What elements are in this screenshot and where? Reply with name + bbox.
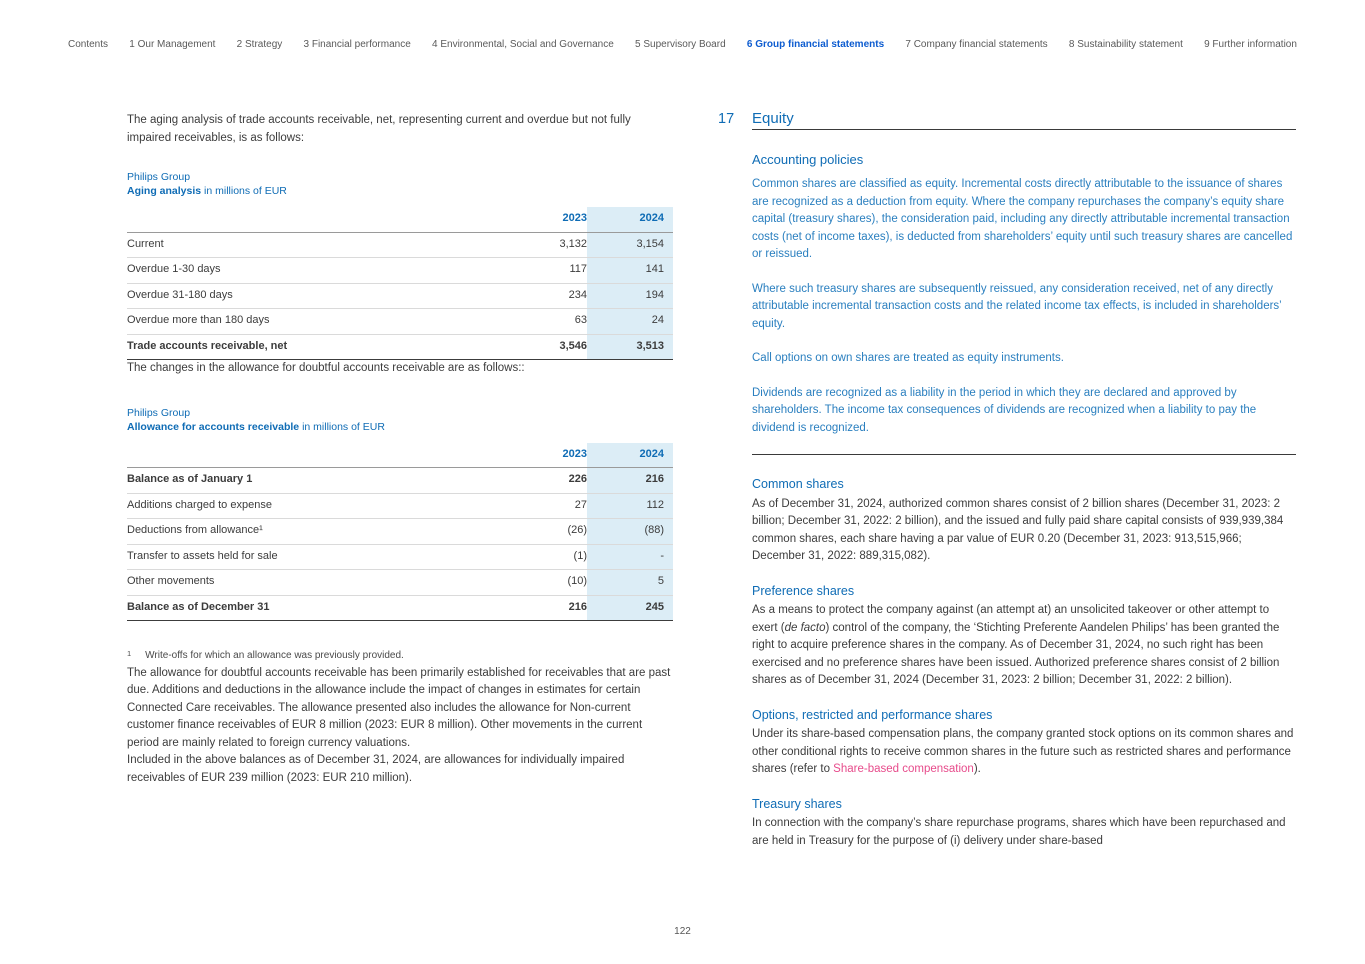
value-2024: (88)	[587, 519, 673, 545]
value-2024: 194	[587, 283, 673, 309]
value-2023: 226	[515, 468, 587, 494]
preference-text-after: ) control of the company, the ‘Stichting Preferente Aandelen Philips’ has been granted the right to acquire preference shares in the company. As of December 31, 2024, no such right has been exercised and no preference shares have been issued. Authorized preference shares consist of 2 billion shares as of December 31, 2024 (December 31, 2023: 2 billion; December 31, 2022: 2 billion).	[752, 621, 1280, 686]
share-based-compensation-link[interactable]: Share-based compensation	[833, 763, 974, 775]
table-row	[127, 468, 673, 494]
options-text-after: ).	[973, 763, 981, 775]
row-label: Overdue 31-180 days	[127, 283, 515, 309]
options-text-before: Under its share-based compensation plans, the company granted stock options on its common shares and other conditional rights to receive common shares in the future such as restricted shares and performance shares (refer to	[752, 728, 1294, 775]
value-2024: 5	[587, 570, 673, 596]
table-row	[127, 258, 673, 284]
column-2024: 2024	[587, 207, 673, 232]
table-row	[127, 493, 673, 519]
aging-analysis-table	[127, 207, 673, 360]
preference-text-italic: de facto	[784, 621, 826, 634]
column-2023: 2023	[515, 207, 587, 232]
nav-esg[interactable]: 4 Environmental, Social and Governance	[432, 39, 614, 50]
table-group-label: Philips Group	[127, 171, 191, 183]
middle-paragraph: The changes in the allowance for doubtful accounts receivable are as follows::	[127, 362, 525, 374]
accounting-policies-heading: Accounting policies	[752, 151, 864, 167]
value-2024: 24	[587, 309, 673, 335]
table-title	[127, 420, 673, 434]
row-label: Trade accounts receivable, net	[127, 334, 515, 360]
nav-contents[interactable]: Contents	[68, 39, 109, 50]
nav-our-management[interactable]: 1 Our Management	[129, 39, 216, 50]
horizontal-rule	[752, 454, 1296, 455]
options-shares-paragraph	[752, 726, 1296, 779]
preference-shares-heading: Preference shares	[752, 583, 855, 598]
horizontal-rule	[752, 129, 1296, 130]
nav-strategy[interactable]: 2 Strategy	[236, 39, 283, 50]
value-2024: 245	[587, 595, 673, 621]
footnote-marker: 1	[127, 649, 132, 658]
section-heading	[718, 110, 1296, 129]
policy-paragraph: Common shares are classified as equity. Incremental costs directly attributable to the issuance of shares are recognized as a deduction from equity. Where the company repurchases the company’s equity share capital (treasury shares), the consideration paid, including any directly attributable incremental transaction costs (net of income taxes), is deducted from shareholders’ equity until such treasury shares are cancelled or reissued.	[752, 178, 1293, 260]
value-2023: 3,546	[515, 334, 587, 360]
row-label: Transfer to assets held for sale	[127, 544, 515, 570]
nav-supervisory-board[interactable]: 5 Supervisory Board	[635, 39, 726, 50]
page-footer	[0, 926, 1365, 937]
value-2023: (26)	[515, 519, 587, 545]
table-header-row	[127, 443, 673, 468]
column-2024: 2024	[587, 443, 673, 468]
row-label: Balance as of December 31	[127, 595, 515, 621]
table-row	[127, 570, 673, 596]
preference-text-before: As a means to protect the company against (an attempt at) an unsolicited takeover or other attempt to exert (	[752, 604, 1270, 634]
value-2024: 3,154	[587, 232, 673, 258]
nav-sustainability-statement[interactable]: 8 Sustainability statement	[1068, 39, 1183, 50]
nav-financial-performance[interactable]: 3 Financial performance	[303, 39, 411, 50]
nav-further-information[interactable]: 9 Further information	[1204, 39, 1297, 50]
nav-group-financial-statements[interactable]: 6 Group financial statements	[746, 39, 885, 50]
table-title	[127, 184, 673, 198]
value-2024: 3,513	[587, 334, 673, 360]
allowance-table	[127, 443, 673, 622]
common-shares-heading: Common shares	[752, 477, 844, 491]
value-2023: 234	[515, 283, 587, 309]
left-column	[127, 112, 673, 787]
intro-paragraph: The aging analysis of trade accounts receivable, net, representing current and overdue but not fully impaired receivables, is as follows:	[127, 114, 631, 144]
table-title-text: Aging analysis	[127, 185, 202, 197]
column-2023: 2023	[515, 443, 587, 468]
value-2024: 112	[587, 493, 673, 519]
treasury-shares-paragraph: In connection with the company’s share repurchase programs, shares which have been repurchased and are held in Treasury for the purpose of (i) delivery under share-based	[752, 817, 1286, 847]
row-label: Current	[127, 232, 515, 258]
value-2024: -	[587, 544, 673, 570]
options-shares-heading: Options, restricted and performance shares	[752, 707, 993, 722]
table-row	[127, 519, 673, 545]
footnote-text: Write-offs for which an allowance was previously provided.	[145, 650, 404, 661]
aging-analysis-table-block	[127, 170, 673, 360]
policy-paragraph: Call options on own shares are treated as equity instruments.	[752, 352, 1064, 364]
value-2023: 27	[515, 493, 587, 519]
table-footnote	[127, 647, 673, 665]
table-title-suffix: in millions of EUR	[201, 185, 287, 197]
value-2023: 117	[515, 258, 587, 284]
policy-paragraph: Dividends are recognized as a liability in the period in which they are declared and approved by shareholders. The income tax consequences of dividends are recognized when a liability to pay the dividend is recognized.	[752, 386, 1257, 434]
row-label: Balance as of January 1	[127, 468, 515, 494]
table-title-text: Allowance for accounts receivable	[127, 420, 300, 433]
impaired-receivables-paragraph: Included in the above balances as of December 31, 2024, are allowances for individually impaired receivables of EUR 239 million (2023: EUR 210 million).	[127, 754, 625, 784]
row-label: Overdue more than 180 days	[127, 309, 515, 335]
row-label: Other movements	[127, 570, 515, 596]
allowance-table-block	[127, 406, 673, 622]
top-navigation	[68, 39, 1297, 50]
table-row	[127, 309, 673, 335]
table-total-row	[127, 334, 673, 360]
section-title: Equity	[752, 110, 794, 127]
policy-paragraph: Where such treasury shares are subsequently reissued, any consideration received, net of any directly attributable incremental transaction costs and the related income tax effects, is included in shareholders’ equity.	[752, 282, 1282, 330]
value-2023: (10)	[515, 570, 587, 596]
value-2023: 63	[515, 309, 587, 335]
table-total-row	[127, 595, 673, 621]
nav-company-financial-statements[interactable]: 7 Company financial statements	[905, 39, 1048, 50]
section-number: 17	[718, 111, 735, 127]
value-2024: 141	[587, 258, 673, 284]
common-shares-paragraph: As of December 31, 2024, authorized common shares consist of 2 billion shares (December 31, 2023: 2 billion; December 31, 2022: 2 billion), and the issued and fully paid share capital consists of 939,939,384 common shares, each share having a par value of EUR 0.20 (December 31, 2023: 913,515,966; December 31, 2022: 889,315,082).	[752, 497, 1284, 562]
table-row	[127, 283, 673, 309]
value-2023: 3,132	[515, 232, 587, 258]
table-header-row	[127, 207, 673, 232]
value-2024: 216	[587, 468, 673, 494]
row-label: Overdue 1-30 days	[127, 258, 515, 284]
page-number: 122	[674, 926, 691, 937]
table-row	[127, 232, 673, 258]
table-title-suffix: in millions of EUR	[299, 420, 385, 433]
treasury-shares-heading: Treasury shares	[752, 796, 842, 811]
row-label: Deductions from allowance¹	[127, 519, 515, 545]
row-label: Additions charged to expense	[127, 493, 515, 519]
table-group-label: Philips Group	[127, 406, 191, 419]
preference-shares-paragraph	[752, 602, 1296, 690]
right-column	[718, 110, 1296, 850]
allowance-explanation-paragraph: The allowance for doubtful accounts receivable has been primarily established for receivables that are past due. Additions and deductions in the allowance include the impact of changes in estimates for certain Connected Care receivables. The allowance presented also includes the allowance for Non-current customer finance receivables of EUR 8 million (2023: EUR 8 million). Other movements in the current period are mainly related to foreign currency valuations.	[127, 666, 671, 749]
value-2023: 216	[515, 595, 587, 621]
value-2023: (1)	[515, 544, 587, 570]
table-row	[127, 544, 673, 570]
